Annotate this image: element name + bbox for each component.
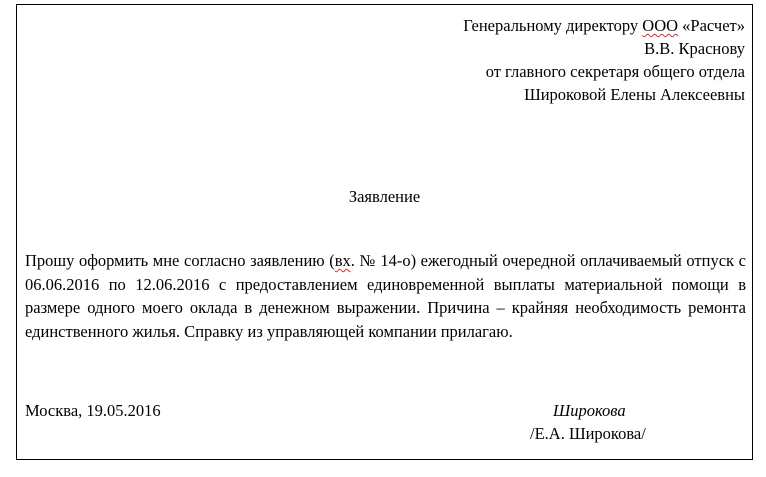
signature-transcript: /Е.А. Широкова/: [530, 424, 646, 443]
addressee-block: [463, 14, 745, 106]
body-part-1: Прошу оформить мне согласно заявлению (: [25, 251, 335, 270]
addressee-line-name: В.В. Краснову: [644, 39, 745, 58]
body-abbr: вх: [334, 251, 351, 270]
handwritten-signature: Широкова: [553, 401, 626, 420]
document-title: Заявление: [348, 187, 421, 206]
addressee-line-director: [463, 14, 745, 37]
sender-line-name: Широковой Елены Алексеевны: [524, 85, 745, 104]
company-form-abbr: ООО: [642, 16, 679, 35]
application-body: [25, 249, 746, 343]
body-part-2: . № 14-о) ежегодный очередной оплачиваемый отпуск с 06.06.2016 по 12.06.2016 с предоставлением единовременной выплаты материальной помощи в размере одного моего оклада в денежном выражении. Причина – крайняя необходимость ремонта единственного жилья. Справку из управляющей компании прилагаю.: [25, 251, 746, 341]
sender-line-position: от главного секретаря общего отдела: [485, 62, 745, 81]
place-and-date: Москва, 19.05.2016: [25, 401, 161, 420]
document-page: [16, 4, 753, 460]
addressee-line-director-prefix: Генеральному директору: [463, 16, 643, 35]
company-name: «Расчет»: [678, 16, 745, 35]
